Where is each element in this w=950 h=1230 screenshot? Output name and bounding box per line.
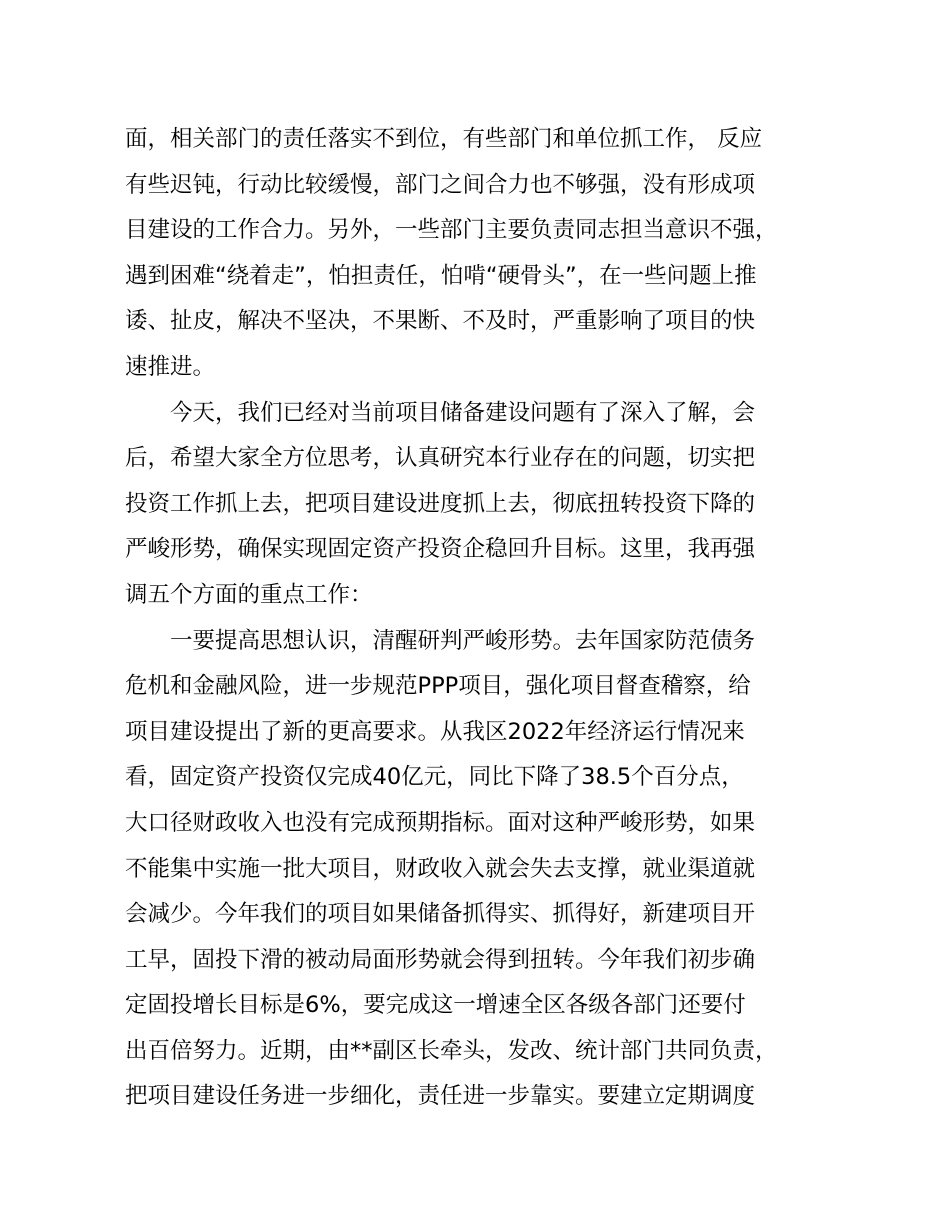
text-line: 看，固定资产投资仅完成40亿元，同比下降了38.5个百分点， <box>125 764 744 791</box>
text-line: 工早，固投下滑的被动局面形势就会得到扭转。今年我们初步确 <box>125 946 756 973</box>
text-line: 诿、扯皮，解决不坚决，不果断、不及时，严重影响了项目的快 <box>125 308 756 335</box>
text-line: 今天，我们已经对当前项目储备建设问题有了深入了解，会 <box>125 399 756 426</box>
text-line: 严峻形势，确保实现固定资产投资企稳回升目标。这里，我再强 <box>125 536 756 563</box>
text-line: 投资工作抓上去，把项目建设进度抓上去，彻底扭转投资下降的 <box>125 490 756 517</box>
text-line: 大口径财政收入也没有完成预期指标。面对这种严峻形势，如果 <box>125 809 756 836</box>
body-text <box>125 117 845 1120</box>
text-line: 后，希望大家全方位思考，认真研究本行业存在的问题，切实把 <box>125 445 756 472</box>
text-line: 速推进。 <box>125 353 216 380</box>
text-line: 项目建设提出了新的更高要求。从我区2022年经济运行情况来 <box>125 718 745 745</box>
paragraph-3 <box>125 619 845 1121</box>
text-line: 出百倍努力。近期，由**副区长牵头，发改、统计部门共同负责， <box>125 1037 778 1064</box>
text-line: 遇到困难“绕着走”，怕担责任，怕啃“硬骨头”，在一些问题上推 <box>125 262 757 289</box>
text-line: 把项目建设任务进一步细化，责任进一步靠实。要建立定期调度 <box>125 1083 756 1110</box>
paragraph-1 <box>125 117 845 391</box>
text-line: 目建设的工作合力。另外，一些部门主要负责同志担当意识不强， <box>125 217 778 244</box>
text-line: 危机和金融风险，进一步规范PPP项目，强化项目督查稽察，给 <box>125 673 751 700</box>
text-line: 一要提高思想认识，清醒研判严峻形势。去年国家防范债务 <box>125 627 756 654</box>
text-line: 面，相关部门的责任落实不到位，有些部门和单位抓工作， 反应 <box>125 126 763 152</box>
text-line: 有些迟钝，行动比较缓慢，部门之间合力也不够强，没有形成项 <box>125 171 756 198</box>
text-line: 会减少。今年我们的项目如果储备抓得实、抓得好，新建项目开 <box>125 901 756 928</box>
text-line: 调五个方面的重点工作： <box>125 581 373 608</box>
text-line: 定固投增长目标是6%，要完成这一增速全区各级各部门还要付 <box>125 992 746 1019</box>
paragraph-2 <box>125 391 845 619</box>
text-line: 不能集中实施一批大项目，财政收入就会失去支撑，就业渠道就 <box>125 855 756 882</box>
